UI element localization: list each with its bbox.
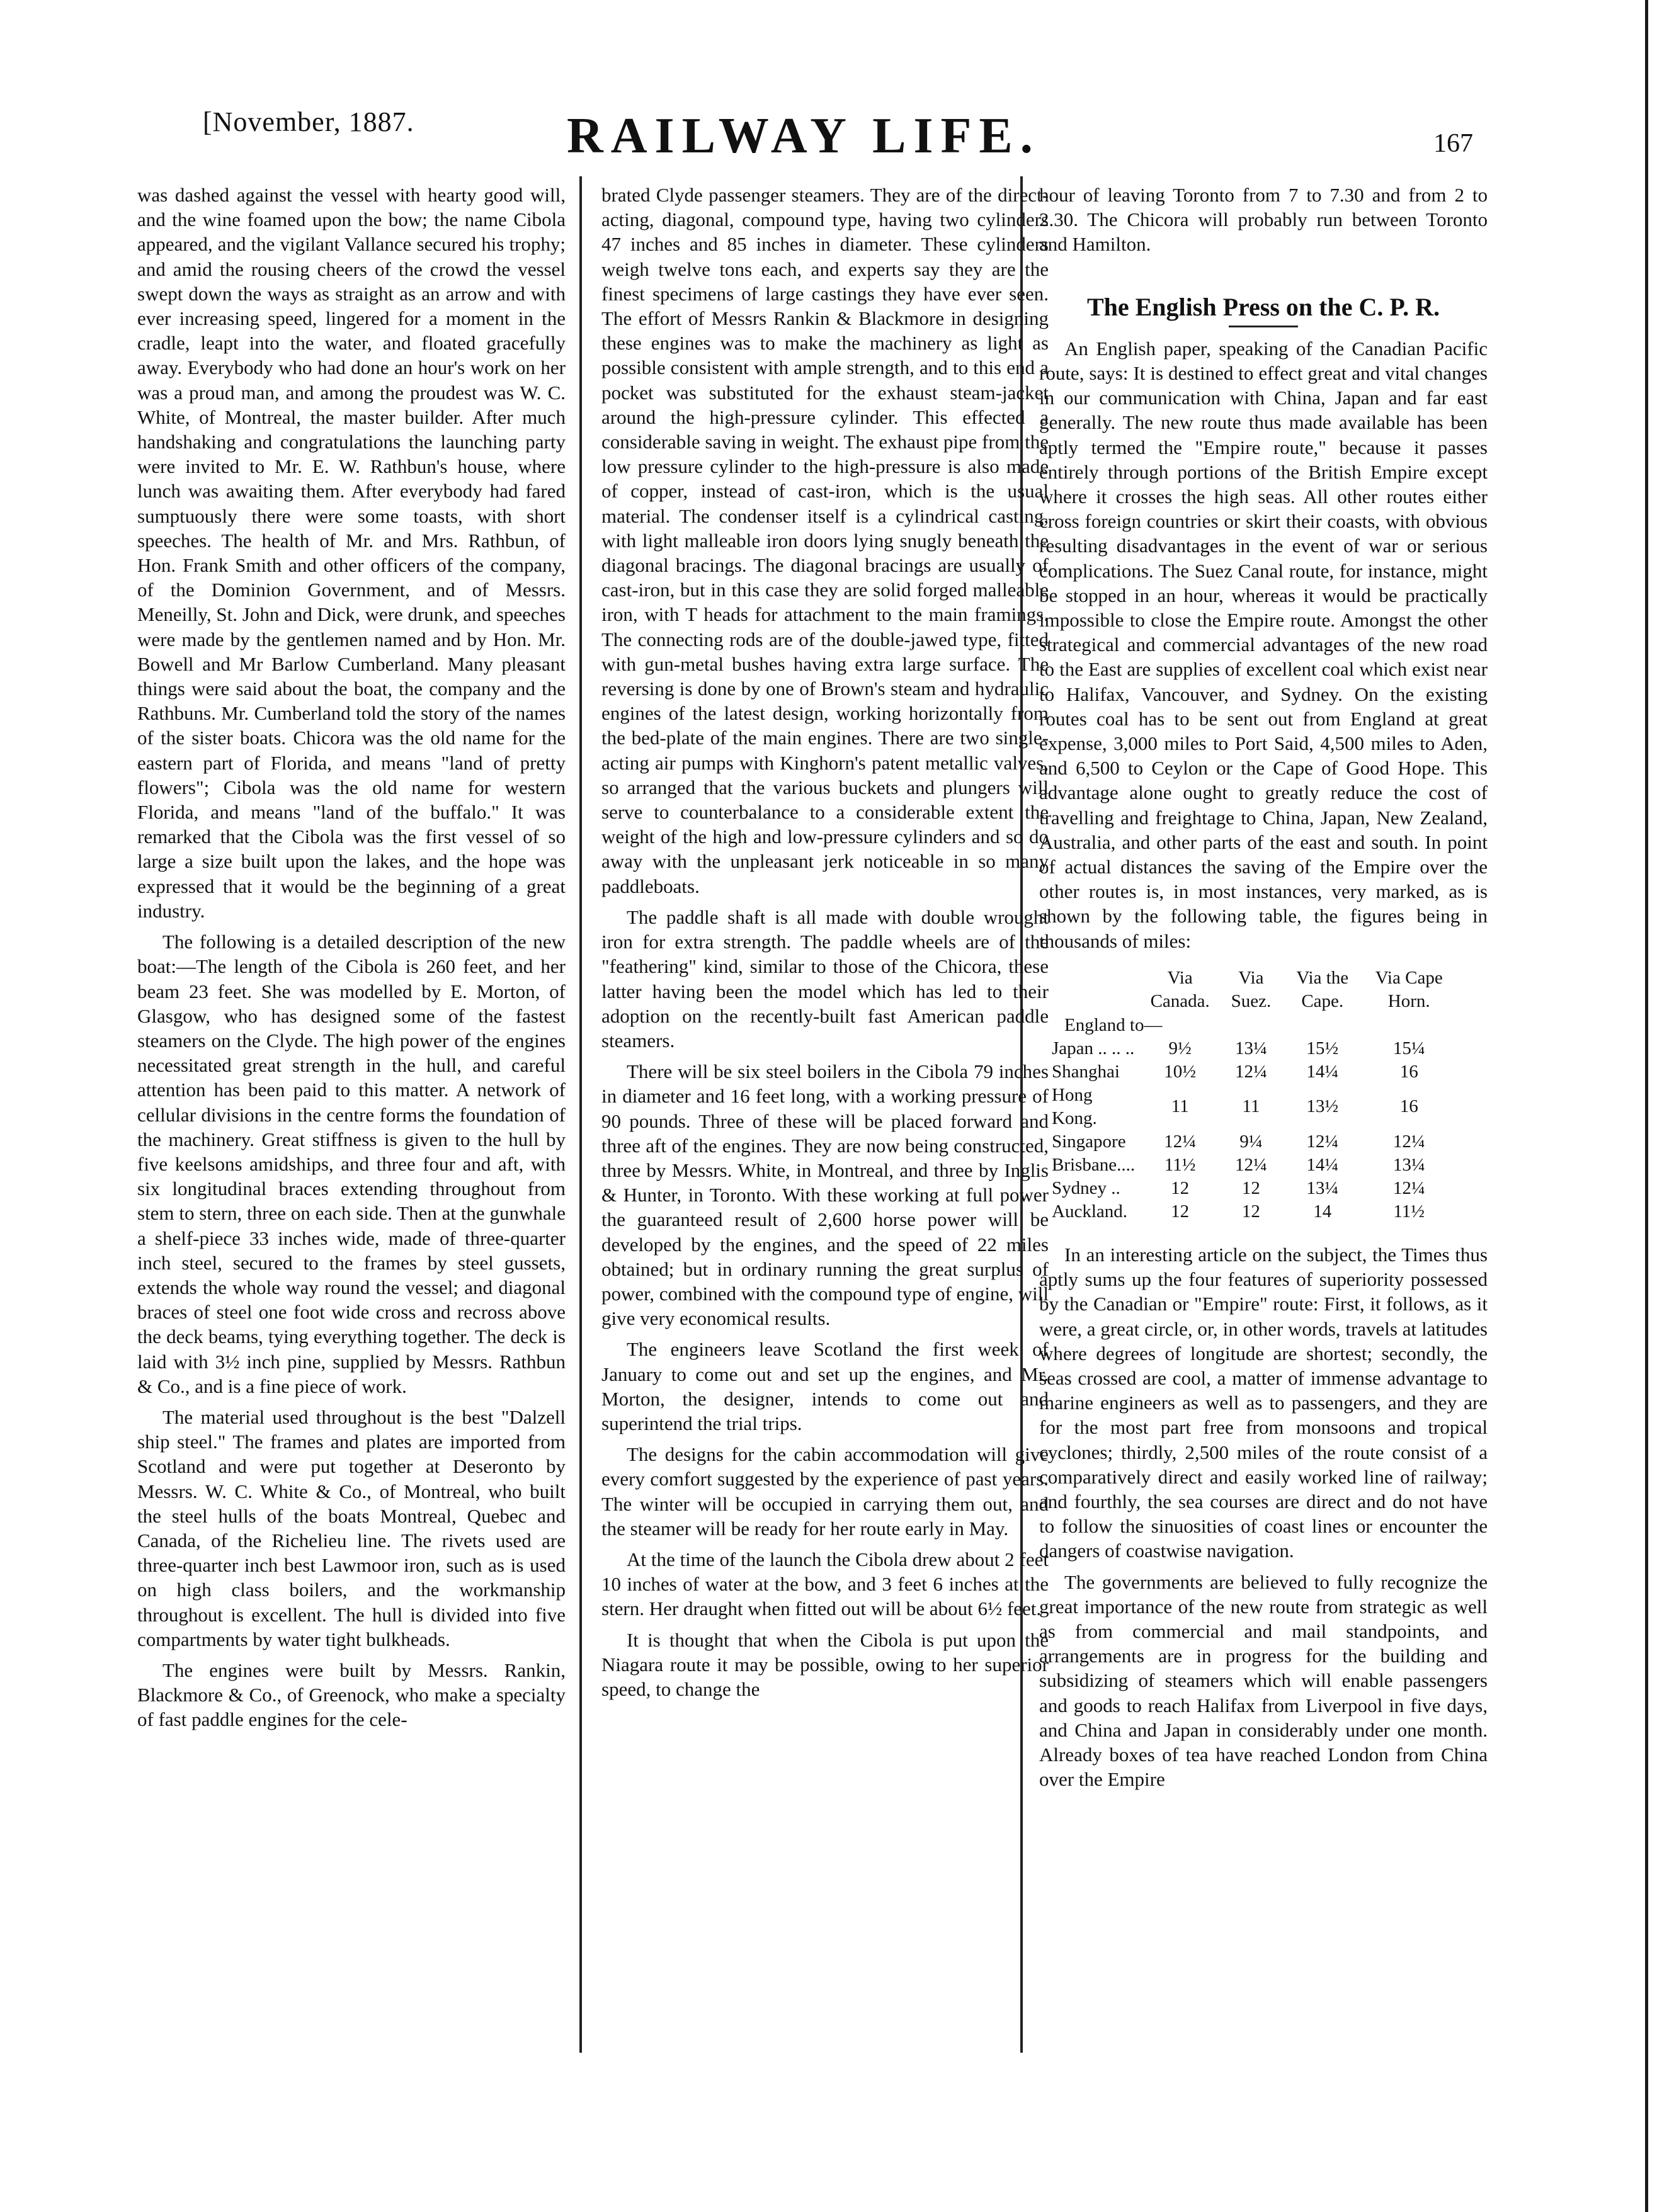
table-row	[1052, 1200, 1455, 1223]
issue-date: [November, 1887.	[203, 106, 414, 137]
table-cell: Singapore	[1052, 1131, 1126, 1152]
distance-table	[1052, 966, 1455, 1223]
table-cell: Shanghai	[1052, 1061, 1120, 1082]
table-cell: 12¼	[1306, 1131, 1339, 1152]
table-cell: 14	[1313, 1201, 1332, 1222]
table-cell: Auckland.	[1052, 1201, 1127, 1222]
table-cell: 12	[1241, 1201, 1260, 1222]
table-cell: 10½	[1164, 1061, 1197, 1082]
table-cell: 13¼	[1392, 1154, 1425, 1175]
table-row	[1052, 1037, 1455, 1060]
table-cell: 11	[1242, 1096, 1260, 1117]
table-row	[1052, 1130, 1455, 1154]
table-cell: 12¼	[1164, 1131, 1197, 1152]
column-divider-1	[579, 176, 582, 2053]
table-cell: 9½	[1168, 1038, 1192, 1058]
table-group-row	[1052, 1014, 1455, 1037]
masthead-title: RAILWAY LIFE.	[567, 108, 1040, 164]
column-1	[137, 183, 566, 2072]
col2-paragraph: There will be six steel boilers in the Cibola 79 inches in diameter and 16 feet long, with a working pressure of 90 pounds. Three of these will be placed forward and three aft of the engines. They are now being constructed, three by Messrs. White, in Montreal, and three by Inglis & Hunter, in Toronto. With these working at full power the guaranteed result of 2,600 horse power will be developed by the engines, and the speed of 22 miles obtained; but in ordinary running the great surplus of power, combined with the compound type of engine, will give very economical results.	[601, 1060, 1049, 1330]
table-cell: 12	[1241, 1177, 1260, 1198]
table-cell: Sydney ..	[1052, 1177, 1120, 1198]
table-row	[1052, 1060, 1455, 1084]
table-row	[1052, 1177, 1455, 1200]
col2-paragraph: The paddle shaft is all made with double wrought iron for extra strength. The paddle wheels are of the "feathering" kind, similar to those of the Chicora, these latter having been the model which has led to their adoption on the recently-built fast American paddle steamers.	[601, 905, 1049, 1052]
table-cell: 12¼	[1392, 1131, 1425, 1152]
table-cell: 11½	[1164, 1154, 1196, 1175]
col2-paragraph: brated Clyde passenger steamers. They are of the direct-acting, diagonal, compound type, having two cylinders 47 inches and 85 inches in diameter. These cylinders weigh twelve tons each, and experts say they are the finest specimens of large castings they have ever seen. The effort of Messrs Rankin & Blackmore in designing these engines was to make the machinery as light as possible consistent with ample strength, and to this end a pocket was substituted for the exhaust steam-jacket around the high-pressure cylinder. This effected a considerable saving in weight. The exhaust pipe from the low pressure cylinder to the high-pressure is also made of copper, instead of cast-iron, which is the usual material. The condenser itself is a cylindrical casting, with light malleable iron doors lying snugly beneath the diagonal bracings. The diagonal bracings are usually of cast-iron, but in this case they are solid forged malleable iron, with T heads for attachment to the main framings. The connecting rods are of the double-jawed type, fitted with gun-metal bushes having extra large surface. The reversing is done by one of Brown's steam and hydraulic engines of the latest design, working horizontally from the bed-plate of the main engines. There are two single-acting air pumps with Kinghorn's patent metallic valves, so arranged that the various buckets and plungers will serve to counterbalance to a considerable extent the weight of the high and low-pressure cylinders and so do away with the unpleasant jerk noticeable in so many paddleboats.	[601, 184, 1049, 897]
table-cell: 12	[1171, 1177, 1190, 1198]
table-cell: 11½	[1393, 1201, 1425, 1222]
col1-paragraph: was dashed against the vessel with hearty good will, and the wine foamed upon the bow; the name Cibola appeared, and the vigilant Vallance secured his trophy; and amid the rousing cheers of the crowd the vessel swept down the ways as straight as an arrow and with ever increasing speed, lingered for a moment in the cradle, leapt into the water, and floated gracefully away. Everybody who had done an hour's work on her was a proud man, and among the proudest was W. C. White, of Montreal, the master builder. After much handshaking and congratulations the launching party were invited to Mr. E. W. Rathbun's house, where lunch was awaiting them. After everybody had fared sumptuously there were some toasts, with short speeches. The health of Mr. and Mrs. Rathbun, of Hon. Frank Smith and other officers of the company, of the Dominion Government, and of Messrs. Meneilly, St. John and Dick, were drunk, and speeches were made by the gentlemen named and by Hon. Mr. Bowell and Mr Barlow Cumberland. Many pleasant things were said about the boat, the company and the Rathbuns. Mr. Cumberland told the story of the names of the sister boats. Chicora was the old name for the eastern part of Florida, and means "land of pretty flowers"; Cibola was the old name for western Florida, and means "land of the buffalo." It was remarked that the Cibola was the first vessel of so large a size built upon the lakes, and the hope was expressed that it would be the beginning of a great industry.	[137, 184, 566, 922]
page-edge-rule	[1645, 0, 1648, 2212]
col1-paragraph: The following is a detailed description of the new boat:—The length of the Cibola is 260 feet, and her beam 23 feet. She was modelled by E. Morton, of Glasgow, who has designed some of the fastest steamers on the Clyde. The high power of the engines necessitated great strength in the hull, and careful attention has been paid to this matter. A network of cellular divisions in the centre forms the foundation of the machinery. Great stiffness is given to the hull by five keelsons amidships, and three four and aft, with six longitudinal braces extending throughout from stem to stern, three on each side. Then at the gunwhale a shelf-piece 33 inches wide, made of three-quarter inch steel, secured to the frames by steel gussets, extends the whole way round the vessel; and diagonal braces of steel one foot wide cross and recross above the deck beams, tying everything together. The deck is laid with 3½ inch pine, supplied by Messrs. Rathbun & Co., and is a fine piece of work.	[137, 931, 566, 1397]
column-3	[1039, 183, 1488, 2072]
table-cell: 12¼	[1392, 1177, 1425, 1198]
table-cell: 15½	[1306, 1038, 1339, 1058]
table-header-cell	[1052, 966, 1140, 1014]
col3-paragraph: In an interesting article on the subject, the Times thus aptly sums up the four features of superiority possessed by the Canadian or "Empire" route: First, it follows, as it were, a great circle, or, in other words, travels at latitudes where degrees of longitude are shortest; secondly, the seas crossed are cool, a matter of immense advantage to marine engineers as well as to passengers, and they are for the most part free from monsoons and tropical cyclones; thirdly, 2,500 miles of the route consist of a comparatively direct and easily worked line of railway; and fourthly, the sea courses are direct and do not have to follow the sinuosities of coast lines or encounter the dangers of coastwise navigation.	[1039, 1243, 1488, 1562]
table-header-cell: Via the Cape.	[1296, 967, 1349, 1011]
page-number: 167	[1433, 129, 1473, 158]
table-cell: 13¼	[1306, 1177, 1339, 1198]
table-cell: 13¼	[1235, 1038, 1267, 1058]
column-2	[601, 183, 1049, 2072]
table-cell: 14¼	[1306, 1061, 1339, 1082]
table-cell: 9¼	[1239, 1131, 1263, 1152]
col2-paragraph: The designs for the cabin accommodation will give every comfort suggested by the experience of past years. The winter will be occupied in carrying them out, and the steamer will be ready for her route early in May.	[601, 1443, 1049, 1540]
title-rule	[1229, 326, 1298, 327]
table-header-row	[1052, 966, 1455, 1014]
col2-paragraph: At the time of the launch the Cibola drew about 2 feet 10 inches of water at the bow, and 3 feet 6 inches at the stern. Her draught when fitted out will be about 6½ feet.	[601, 1548, 1049, 1620]
table-cell: 12¼	[1235, 1154, 1267, 1175]
table-cell: 11	[1171, 1096, 1189, 1117]
col1-paragraph: The material used throughout is the best "Dalzell ship steel." The frames and plates are imported from Scotland and were put together at Deseronto by Messrs. W. C. White & Co., of Montreal, who built the steel hulls of the boats Montreal, Quebec and Canada, of the Richelieu line. The rivets used are three-quarter inch best Lawmoor iron, such as is used on high class boilers, and the workmanship throughout is excellent. The hull is divided into five compartments by water tight bulkheads.	[137, 1405, 566, 1650]
table-cell: 16	[1399, 1096, 1418, 1117]
col3-paragraph: The governments are believed to fully recognize the great importance of the new route from strategic as well as from commercial and mail standpoints, and arrangements are in progress for the building and subsidizing of steamers which will enable passengers and goods to reach Halifax from Liverpool in five days, and China and Japan in considerably under one month. Already boxes of tea have reached London from China over the Empire	[1039, 1570, 1488, 1791]
table-cell: 12¼	[1235, 1061, 1267, 1082]
table-header-cell: Via Canada.	[1150, 967, 1210, 1011]
table-cell: Japan .. .. ..	[1052, 1038, 1135, 1058]
table-cell: Hong Kong.	[1052, 1084, 1097, 1128]
table-row	[1052, 1084, 1455, 1130]
col3-intro: hour of leaving Toronto from 7 to 7.30 and from 2 to 2.30. The Chicora will probably run between Toronto and Hamilton.	[1039, 184, 1488, 256]
table-header-cell: Via Cape Horn.	[1375, 967, 1443, 1011]
table-header-cell: Via Suez.	[1231, 967, 1272, 1011]
col3-paragraph: An English paper, speaking of the Canadian Pacific route, says: It is destined to effect great and vital changes in our communication with China, Japan and far east generally. The new route thus made available has been aptly termed the "Empire route," because it passes entirely through portions of the British Empire except where it crosses the high seas. All other routes either cross foreign countries or skirt their coasts, with obvious resulting disadvantages in the event of war or serious complications. The Suez Canal route, for instance, might be stopped in an hour, whereas it would be practically impossible to close the Empire route. Amongst the other strategical and commercial advantages of the new road to the East are supplies of excellent coal which exist near to Halifax, Vancouver, and Sydney. On the existing routes coal has to be sent out from England at great expense, 3,000 miles to Port Said, 4,500 miles to Aden, and 6,500 to Ceylon or the Cape of Good Hope. This advantage alone ought to greatly reduce the cost of travelling and freightage to China, Japan, New Zealand, Australia, and other parts of the east and south. In point of actual distances the saving of the Empire over the other routes is, in most instances, very marked, as is shown by the following table, the figures being in thousands of miles:	[1039, 337, 1488, 952]
section-title: The English Press on the C. P. R.	[1086, 292, 1440, 321]
table-cell: 14¼	[1306, 1154, 1339, 1175]
table-row	[1052, 1154, 1455, 1177]
table-cell: 13½	[1306, 1096, 1339, 1117]
col2-paragraph: It is thought that when the Cibola is put upon the Niagara route it may be possible, owing to her superior speed, to change the	[601, 1628, 1049, 1700]
table-cell: Brisbane....	[1052, 1154, 1136, 1175]
table-group-label: England to—	[1064, 1014, 1163, 1035]
table-cell: 12	[1171, 1201, 1190, 1222]
table-cell: 15¼	[1392, 1038, 1425, 1058]
col2-paragraph: The engineers leave Scotland the first week of January to come out and set up the engines, and Mr. Morton, the designer, intends to come out and superintend the trial trips.	[601, 1338, 1049, 1434]
table-cell: 16	[1399, 1061, 1418, 1082]
col1-paragraph: The engines were built by Messrs. Rankin, Blackmore & Co., of Greenock, who make a specialty of fast paddle engines for the cele-	[137, 1659, 566, 1731]
